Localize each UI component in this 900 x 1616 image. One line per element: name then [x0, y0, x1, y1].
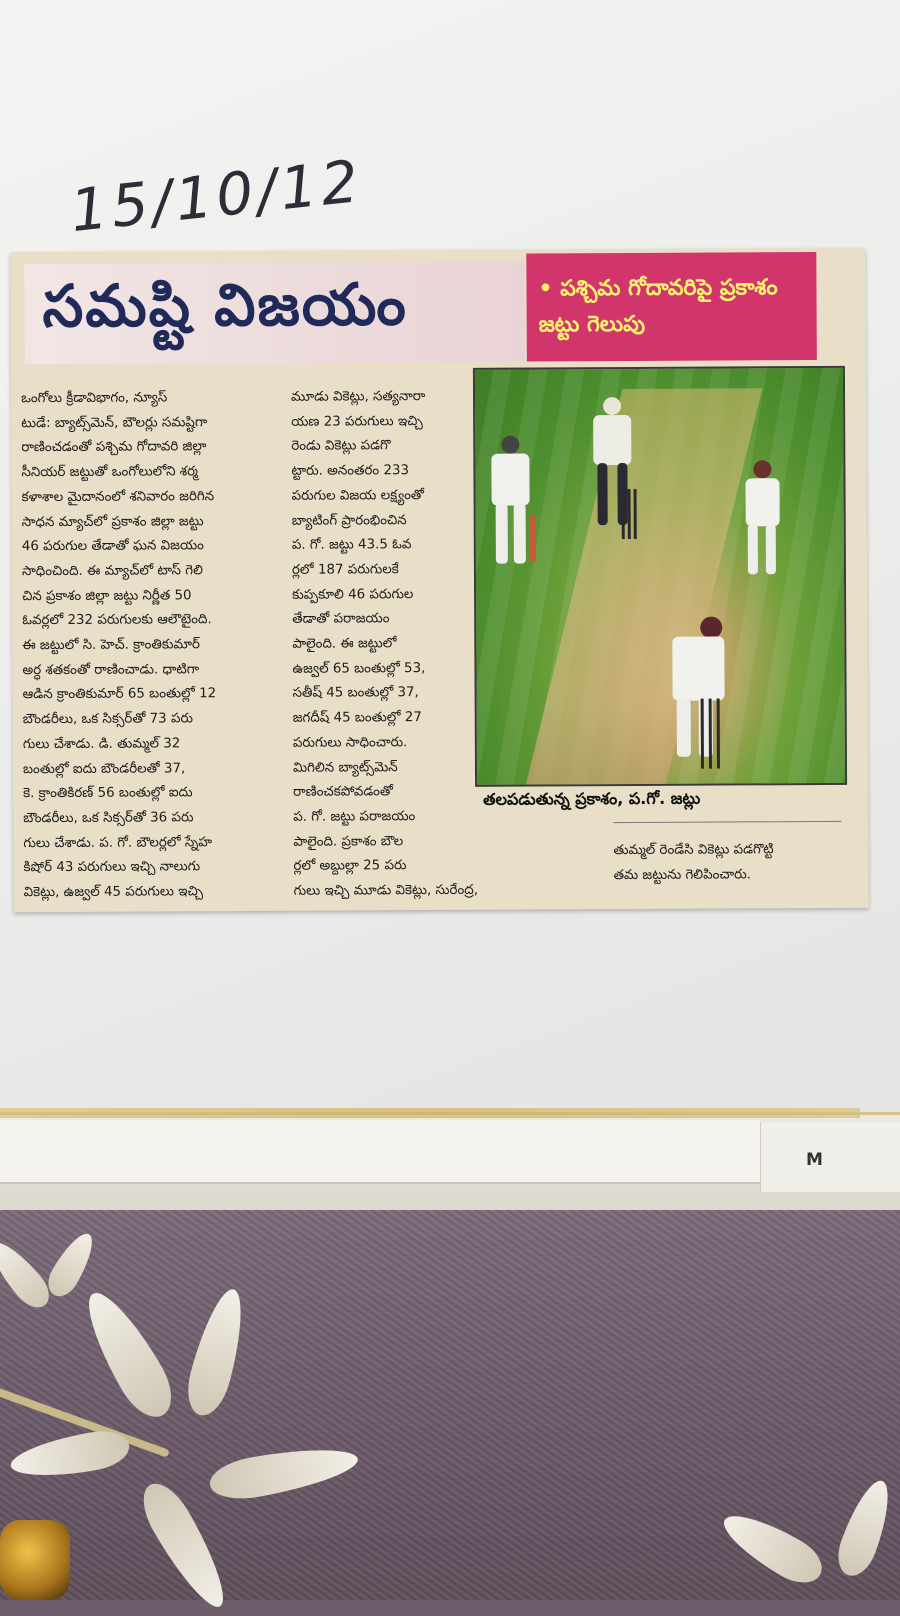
- article-line: పాలైంది. ప్రకాశం బౌల: [293, 833, 404, 850]
- stumps-near: [709, 699, 712, 769]
- stumps-far: [634, 489, 637, 539]
- article-line: రెండు వికెట్లు పడగొ: [291, 438, 391, 455]
- article-line: ట్టారు. అనంతరం 233: [291, 463, 410, 479]
- article-column-2: [291, 385, 478, 905]
- article-line: బ్యాటింగ్ ప్రారంభించిన: [291, 512, 407, 529]
- article-line: చిన ప్రకాశం జిల్లా జట్టు నిర్ణీత 50: [22, 587, 192, 604]
- article-column-1: [21, 386, 217, 906]
- article-line: సీనియర్ జట్టుతో ఒంగోలులోని శర్మ: [21, 464, 199, 481]
- article-line: టుడే: బ్యాట్స్‌మెన్, బౌలర్లు సమష్టిగా: [21, 414, 208, 431]
- article-line: బౌండరీలు, ఒక సిక్సర్‌తో 73 పరు: [22, 711, 194, 728]
- article-line: సాధించింది. ఈ మ్యాచ్‌లో టాస్ గెలి: [21, 563, 203, 580]
- article-line: రాణించకపోవడంతో: [293, 784, 394, 801]
- article-column-3: [613, 838, 773, 888]
- article-line: రాణించడంతో పశ్చిమ గోదావరి జిల్లా: [21, 439, 207, 456]
- cricket-match-photo: [473, 366, 847, 787]
- newspaper-clipping: [10, 248, 868, 912]
- paper-sheet: [0, 1120, 760, 1184]
- stumps-near: [701, 699, 704, 769]
- article-line: ర్లలో 187 పరుగులకే: [291, 562, 399, 578]
- kicker-text: పశ్చిమ గోదావరిపై ప్రకాశం జట్టు గెలుపు: [538, 275, 778, 338]
- article-line: కళాశాల మైదానంలో శనివారం జరిగిన: [21, 488, 215, 505]
- fabric-background: [0, 1205, 900, 1600]
- article-line: ఒంగోలు క్రీడావిభాగం, న్యూస్: [21, 390, 168, 407]
- photo-caption: తలపడుతున్న ప్రకాశం, ప.గో. జట్లు: [483, 788, 701, 809]
- article-line: గులు ఇచ్చి మూడు వికెట్లు, సురేంద్ర,: [293, 882, 478, 899]
- article-line: ఈ జట్టులో సి. హెచ్. క్రాంతికుమార్: [22, 637, 200, 654]
- article-line: పరుగుల విజయ లక్ష్యంతో: [291, 487, 424, 504]
- handwritten-date: 15/10/12: [67, 146, 366, 246]
- article-line: కె. క్రాంతికిరణ్ 56 బంతుల్లో ఐదు: [23, 785, 193, 802]
- article-line: తుమ్మల్ రెండేసి వికెట్లు పడగొట్టి: [613, 842, 774, 859]
- article-line: గులు చేశాడు. డి. తుమ్మల్ 32: [22, 736, 181, 753]
- headline: సమష్టి విజయం: [42, 270, 408, 341]
- article-line: బౌండరీలు, ఒక సిక్సర్‌తో 36 పరు: [23, 810, 194, 827]
- article-line: ఉజ్వల్ 65 బంతుల్లో 53,: [292, 660, 426, 677]
- article-line: ఆడిన క్రాంతికుమార్ 65 బంతుల్లో 12: [22, 686, 217, 703]
- article-line: తమ జట్టును గెలిపించారు.: [613, 867, 752, 883]
- article-line: 46 పరుగుల తేడాతో ఘన విజయం: [21, 538, 204, 555]
- caption-divider: [613, 821, 841, 823]
- article-line: వికెట్లు, ఉజ్వల్ 45 పరుగులు ఇచ్చి: [23, 884, 204, 901]
- kicker-bullet: •: [538, 276, 553, 302]
- article-line: ర్లలో అబ్దుల్లా 25 పరు: [293, 858, 407, 875]
- pitch: [520, 388, 763, 787]
- article-line: కిషోర్ 43 పరుగులు ఇచ్చి నాలుగు: [23, 859, 201, 876]
- headline-banner: [24, 262, 525, 365]
- page-edge: [0, 1108, 860, 1118]
- article-line: కుప్పకూలి 46 పరుగుల: [292, 586, 414, 603]
- article-line: ప. గో. జట్టు పరాజయం: [293, 809, 416, 825]
- article-line: బంతుల్లో ఐదు బౌండరీలతో 37,: [22, 760, 186, 777]
- gold-jewelry: [0, 1520, 70, 1600]
- article-line: సాధన మ్యాచ్‌లో ప్రకాశం జిల్లా జట్టు: [21, 513, 204, 530]
- article-line: సతీష్ 45 బంతుల్లో 37,: [292, 685, 419, 702]
- article-line: ఓవర్లలో 232 పరుగులకు ఆలౌటైంది.: [22, 612, 212, 629]
- kicker-box: [526, 252, 817, 362]
- article-line: మిగిలిన బ్యాట్స్‌మెన్: [292, 759, 398, 776]
- article-line: ప. గో. జట్టు 43.5 ఓవ: [291, 537, 412, 553]
- article-line: తేడాతో పరాజయం: [292, 611, 390, 628]
- article-line: అర్ధ శతకంతో రాణించాడు. ధాటిగా: [22, 661, 200, 678]
- article-line: జగదీష్ 45 బంతుల్లో 27: [292, 710, 422, 726]
- article-line: పాలైంది. ఈ జట్టులో: [292, 636, 397, 652]
- stumps-far: [628, 489, 631, 539]
- corner-mark: M: [806, 1150, 823, 1170]
- article-line: పరుగులు సాధించారు.: [292, 735, 408, 751]
- paper-sheet-right: [760, 1122, 900, 1192]
- article-line: మూడు వికెట్లు, సత్యనారా: [291, 389, 426, 405]
- article-line: గులు చేశాడు. ప. గో. బౌలర్లలో స్నేహ: [23, 834, 213, 851]
- stumps-far: [622, 489, 625, 539]
- article-line: యణ 23 పరుగులు ఇచ్చి: [291, 413, 423, 430]
- stumps-near: [717, 699, 720, 769]
